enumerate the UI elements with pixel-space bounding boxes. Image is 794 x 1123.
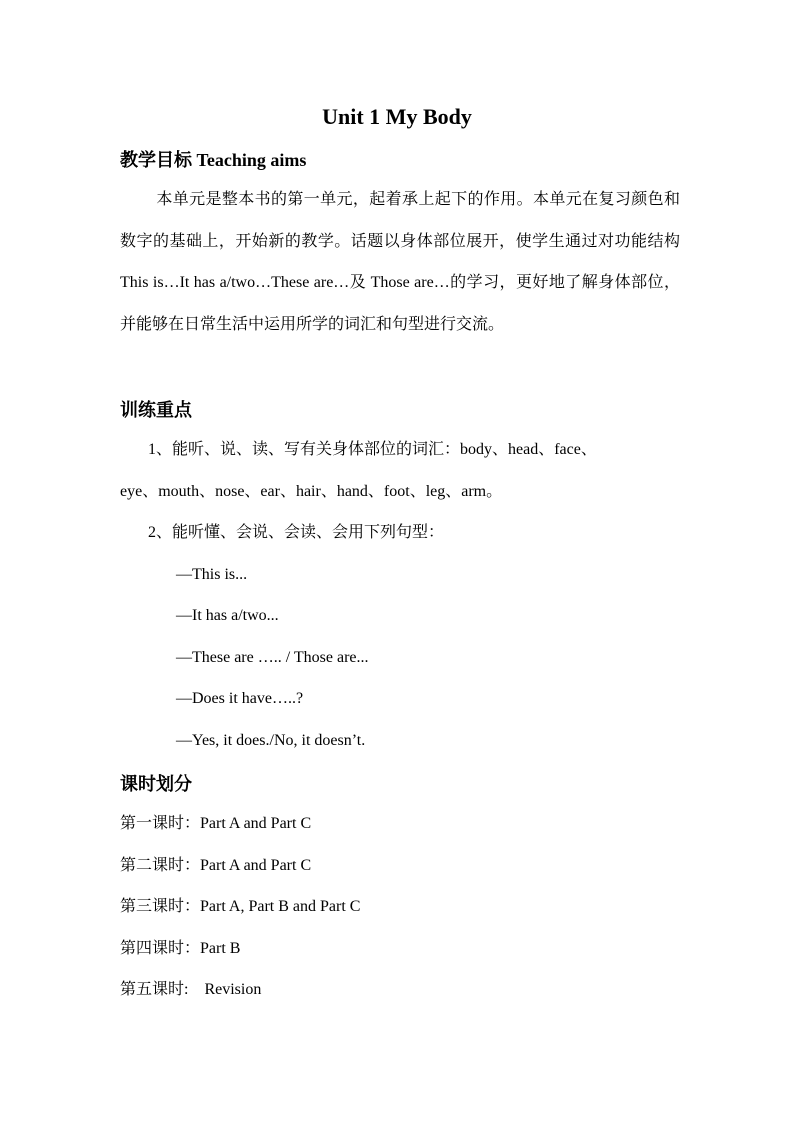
sentence-pattern-1: —This is... [176,566,248,583]
aims-paragraph-text: 本单元是整本书的第一单元，起着承上起下的作用。本单元在复习颜色和数字的基础上，开始新的教学。话题以身体部位展开，使学生通过对功能结构This is…It has a/two…These are…及 Those are…的学习，更好地了解身体部位，并能够在日常生活中运用所学的词汇和句型进行交流。 [120,191,680,333]
lesson-1: 第一课时：Part A and Part C [120,815,312,832]
aims-heading: 教学目标 Teaching aims [120,150,307,170]
focus-heading: 训练重点 [120,400,192,420]
focus-item-2: 2、能听懂、会说、会读、会用下列句型： [148,524,445,541]
schedule-heading: 课时划分 [120,774,192,794]
lesson-2: 第二课时：Part A and Part C [120,857,312,874]
sentence-pattern-2: —It has a/two... [176,607,279,624]
document-title: Unit 1 My Body [322,104,472,129]
focus-item-1: 1、能听、说、读、写有关身体部位的词汇：body、head、face、 [148,441,597,458]
lesson-3: 第三课时：Part A, Part B and Part C [120,898,361,915]
sentence-pattern-4: —Does it have…..? [176,690,304,707]
focus-item-1-continued: eye、mouth、nose、ear、hair、hand、foot、leg、arm。 [120,483,503,500]
lesson-4: 第四课时：Part B [120,940,241,957]
aims-paragraph [120,179,680,345]
sentence-pattern-5: —Yes, it does./No, it doesn’t. [176,732,366,749]
lesson-5: 第五课时: Revision [120,981,262,998]
sentence-pattern-3: —These are ….. / Those are... [176,649,369,666]
